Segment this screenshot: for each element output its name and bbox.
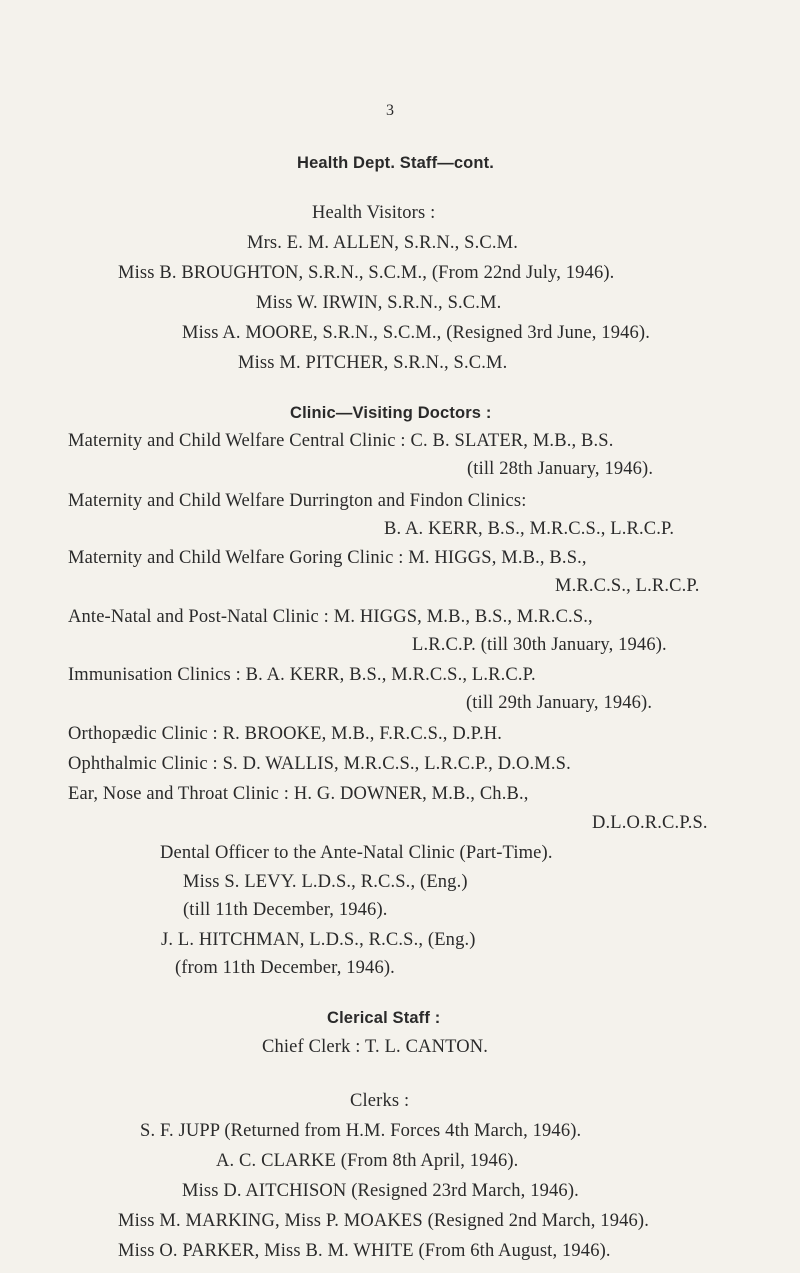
- clerk-line: Miss O. PARKER, Miss B. M. WHITE (From 6th August, 1946).: [118, 1241, 611, 1261]
- health-visitor-line: Miss M. PITCHER, S.R.N., S.C.M.: [238, 353, 508, 373]
- clinic-line: Maternity and Child Welfare Durrington and Findon Clinics:: [68, 491, 527, 511]
- clinic-line: Maternity and Child Welfare Goring Clinic : M. HIGGS, M.B., B.S.,: [68, 548, 587, 568]
- health-visitor-line: Miss A. MOORE, S.R.N., S.C.M., (Resigned 3rd June, 1946).: [182, 323, 650, 343]
- clinic-line: Ante-Natal and Post-Natal Clinic : M. HIGGS, M.B., B.S., M.R.C.S.,: [68, 607, 593, 627]
- clerk-line: Miss M. MARKING, Miss P. MOAKES (Resigned 2nd March, 1946).: [118, 1211, 649, 1231]
- clerk-line: A. C. CLARKE (From 8th April, 1946).: [216, 1151, 519, 1171]
- health-visitor-line: Mrs. E. M. ALLEN, S.R.N., S.C.M.: [247, 233, 519, 253]
- clinic-line: Immunisation Clinics : B. A. KERR, B.S., M.R.C.S., L.R.C.P.: [68, 665, 536, 685]
- dental-line: (from 11th December, 1946).: [175, 958, 395, 978]
- health-visitor-line: Miss B. BROUGHTON, S.R.N., S.C.M., (From 22nd July, 1946).: [118, 263, 615, 283]
- clinic-line: Ophthalmic Clinic : S. D. WALLIS, M.R.C.S., L.R.C.P., D.O.M.S.: [68, 754, 571, 774]
- health-visitor-line: Miss W. IRWIN, S.R.N., S.C.M.: [256, 293, 502, 313]
- dental-heading: Dental Officer to the Ante-Natal Clinic (Part-Time).: [160, 843, 553, 863]
- clerk-line: S. F. JUPP (Returned from H.M. Forces 4th March, 1946).: [140, 1121, 582, 1141]
- dental-line: (till 11th December, 1946).: [183, 900, 388, 920]
- clinic-line: M.R.C.S., L.R.C.P.: [555, 576, 700, 596]
- dental-line: J. L. HITCHMAN, L.D.S., R.C.S., (Eng.): [161, 930, 476, 950]
- section-title: Health Dept. Staff—cont.: [297, 154, 495, 172]
- clinic-line: L.R.C.P. (till 30th January, 1946).: [412, 635, 667, 655]
- clinic-line: B. A. KERR, B.S., M.R.C.S., L.R.C.P.: [384, 519, 675, 539]
- page-number: 3: [386, 102, 395, 119]
- clerical-heading: Clerical Staff :: [327, 1009, 441, 1027]
- clinic-line: (till 28th January, 1946).: [467, 459, 654, 479]
- clerks-heading: Clerks :: [350, 1091, 410, 1111]
- clinic-line: D.L.O.R.C.P.S.: [592, 813, 708, 833]
- clerk-line: Miss D. AITCHISON (Resigned 23rd March, 1946).: [182, 1181, 579, 1201]
- dental-line: Miss S. LEVY. L.D.S., R.C.S., (Eng.): [183, 872, 468, 892]
- clinic-line: (till 29th January, 1946).: [466, 693, 653, 713]
- chief-clerk-line: Chief Clerk : T. L. CANTON.: [262, 1037, 489, 1057]
- clinic-heading: Clinic—Visiting Doctors :: [290, 404, 492, 422]
- clinic-line: Ear, Nose and Throat Clinic : H. G. DOWNER, M.B., Ch.B.,: [68, 784, 529, 804]
- clinic-line: Orthopædic Clinic : R. BROOKE, M.B., F.R.C.S., D.P.H.: [68, 724, 503, 744]
- clinic-line: Maternity and Child Welfare Central Clinic : C. B. SLATER, M.B., B.S.: [68, 431, 614, 451]
- health-visitors-heading: Health Visitors :: [312, 203, 436, 223]
